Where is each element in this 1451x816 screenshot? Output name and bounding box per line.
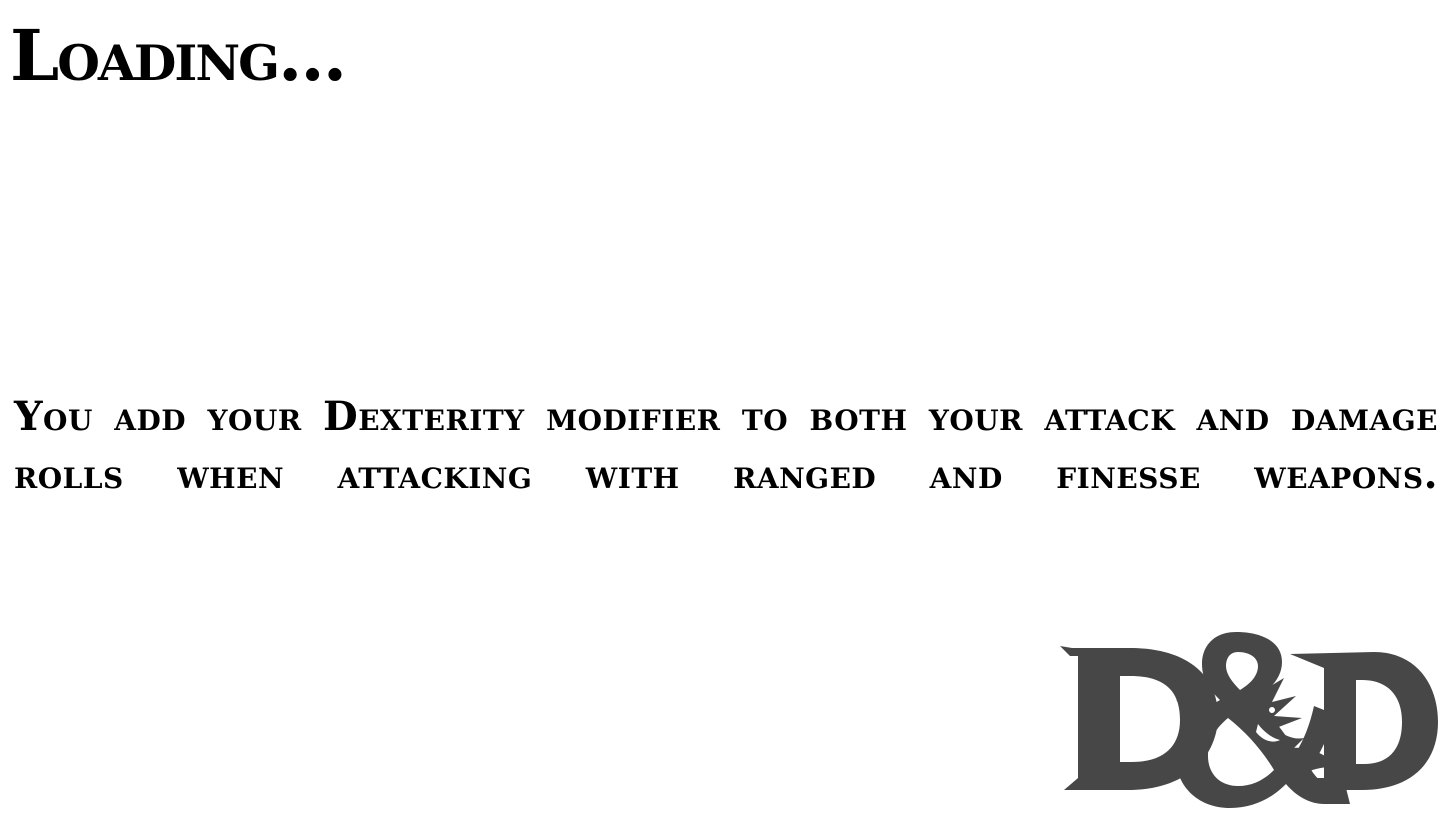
loading-tip: You add your Dexterity modifier to both your attack and damage rolls when attacking with ranged and finesse weapons.: [14, 393, 1438, 498]
dnd-logo: [1058, 628, 1442, 812]
dnd-logo-icon: [1058, 628, 1442, 812]
loading-title: Loading...: [10, 14, 346, 97]
